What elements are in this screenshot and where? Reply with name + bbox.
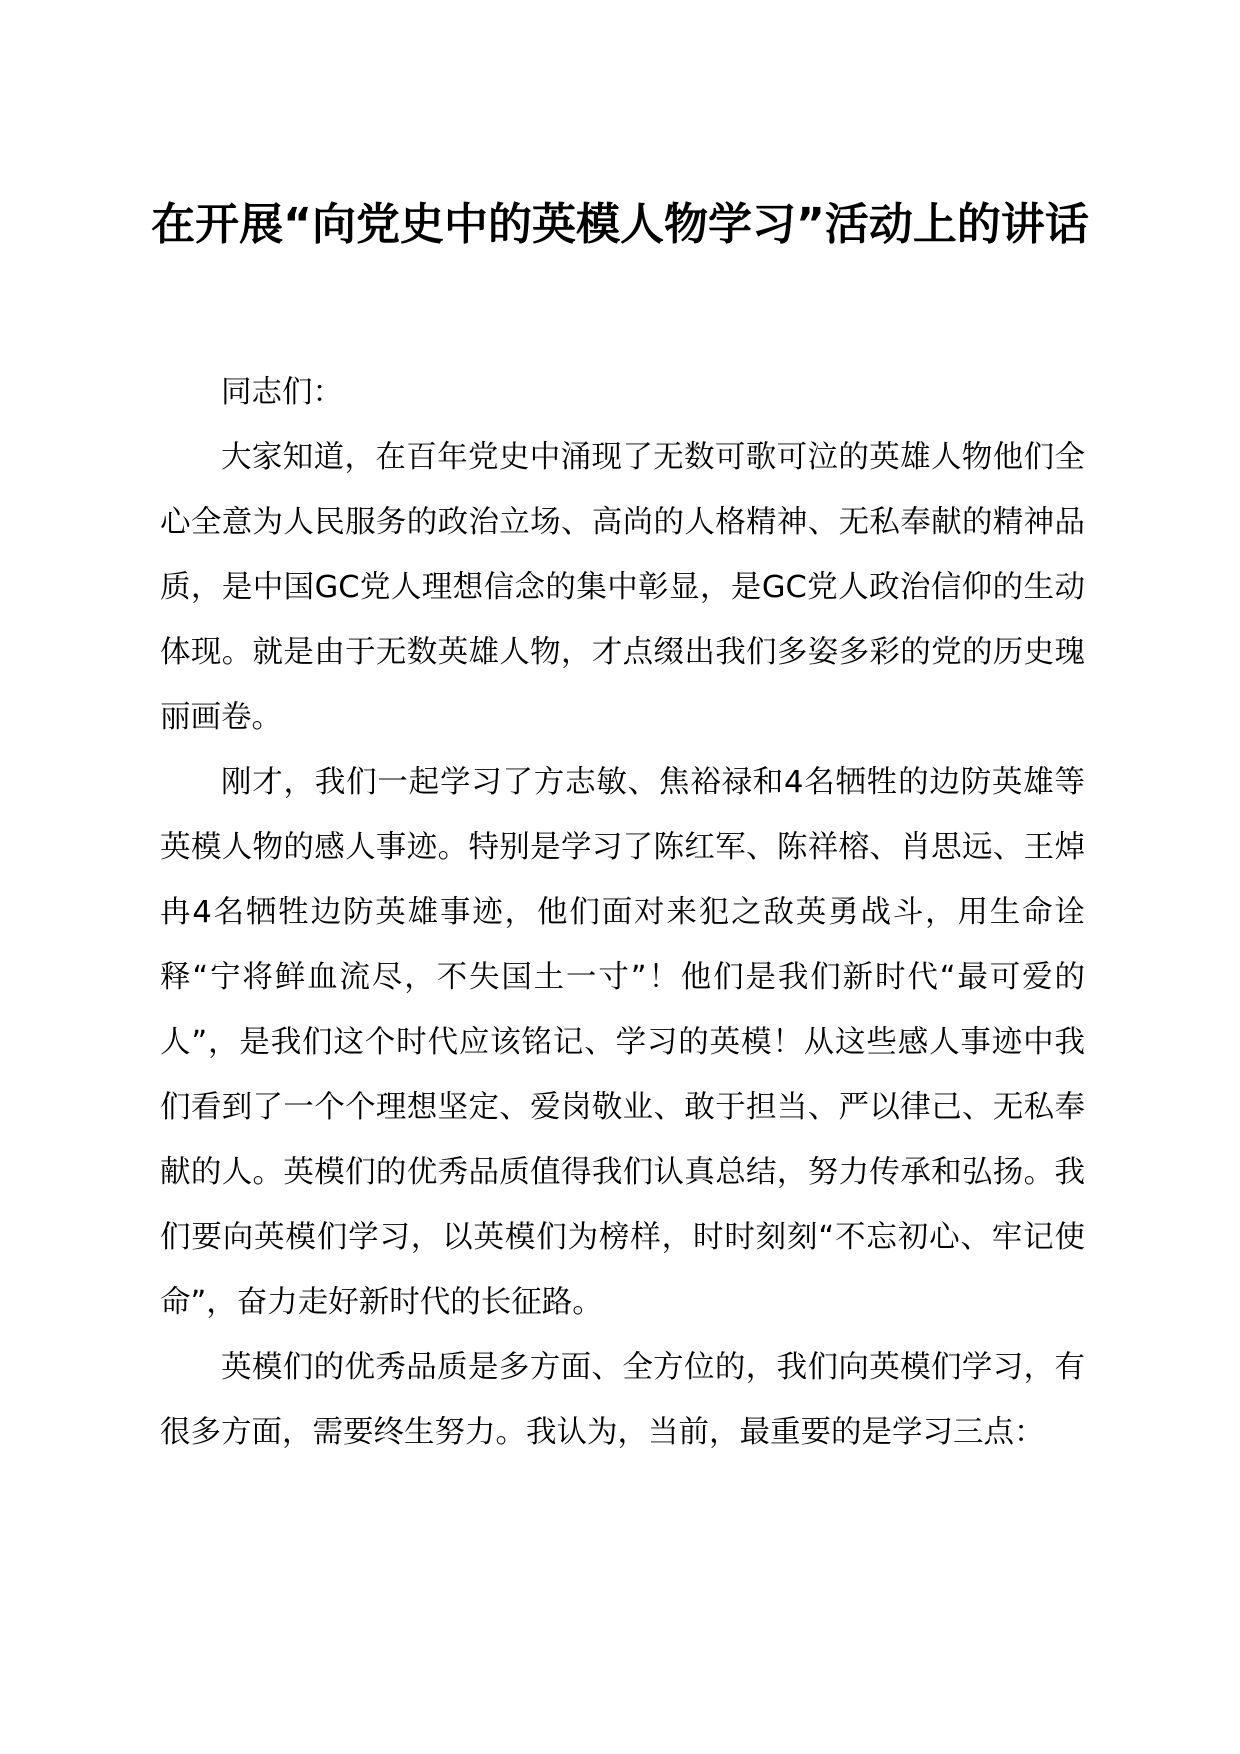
document-body — [160, 360, 1085, 1465]
paragraph-1: 大家知道，在百年党史中涌现了无数可歌可泣的英雄人物他们全心全意为人民服务的政治立场、高尚的人格精神、无私奉献的精神品质，是中国GC党人理想信念的集中彰显，是GC党人政治信仰的生动体现。就是由于无数英雄人物，才点缀出我们多姿多彩的党的历史瑰丽画卷。 — [160, 440, 1085, 735]
paragraph-3: 英模们的优秀品质是多方面、全方位的，我们向英模们学习，有很多方面，需要终生努力。我认为，当前，最重要的是学习三点： — [160, 1350, 1085, 1450]
salutation: 同志们： — [221, 375, 343, 410]
document-title: 在开展“向党史中的英模人物学习”活动上的讲话 — [151, 199, 1089, 250]
paragraph-2: 刚才，我们一起学习了方志敏、焦裕禄和4名牺牲的边防英雄等英模人物的感人事迹。特别是学习了陈红军、陈祥榕、肖思远、王焯冉4名牺牲边防英雄事迹，他们面对来犯之敌英勇战斗，用生命诠释“宁将鲜血流尽，不失国土一寸”！他们是我们新时代“最可爱的人”，是我们这个时代应该铭记、学习的英模！从这些感人事迹中我们看到了一个个理想坚定、爱岗敬业、敢于担当、严以律己、无私奉献的人。英模们的优秀品质值得我们认真总结，努力传承和弘扬。我们要向英模们学习，以英模们为榜样，时时刻刻“不忘初心、牢记使命”，奋力走好新时代的长征路。 — [160, 765, 1085, 1320]
